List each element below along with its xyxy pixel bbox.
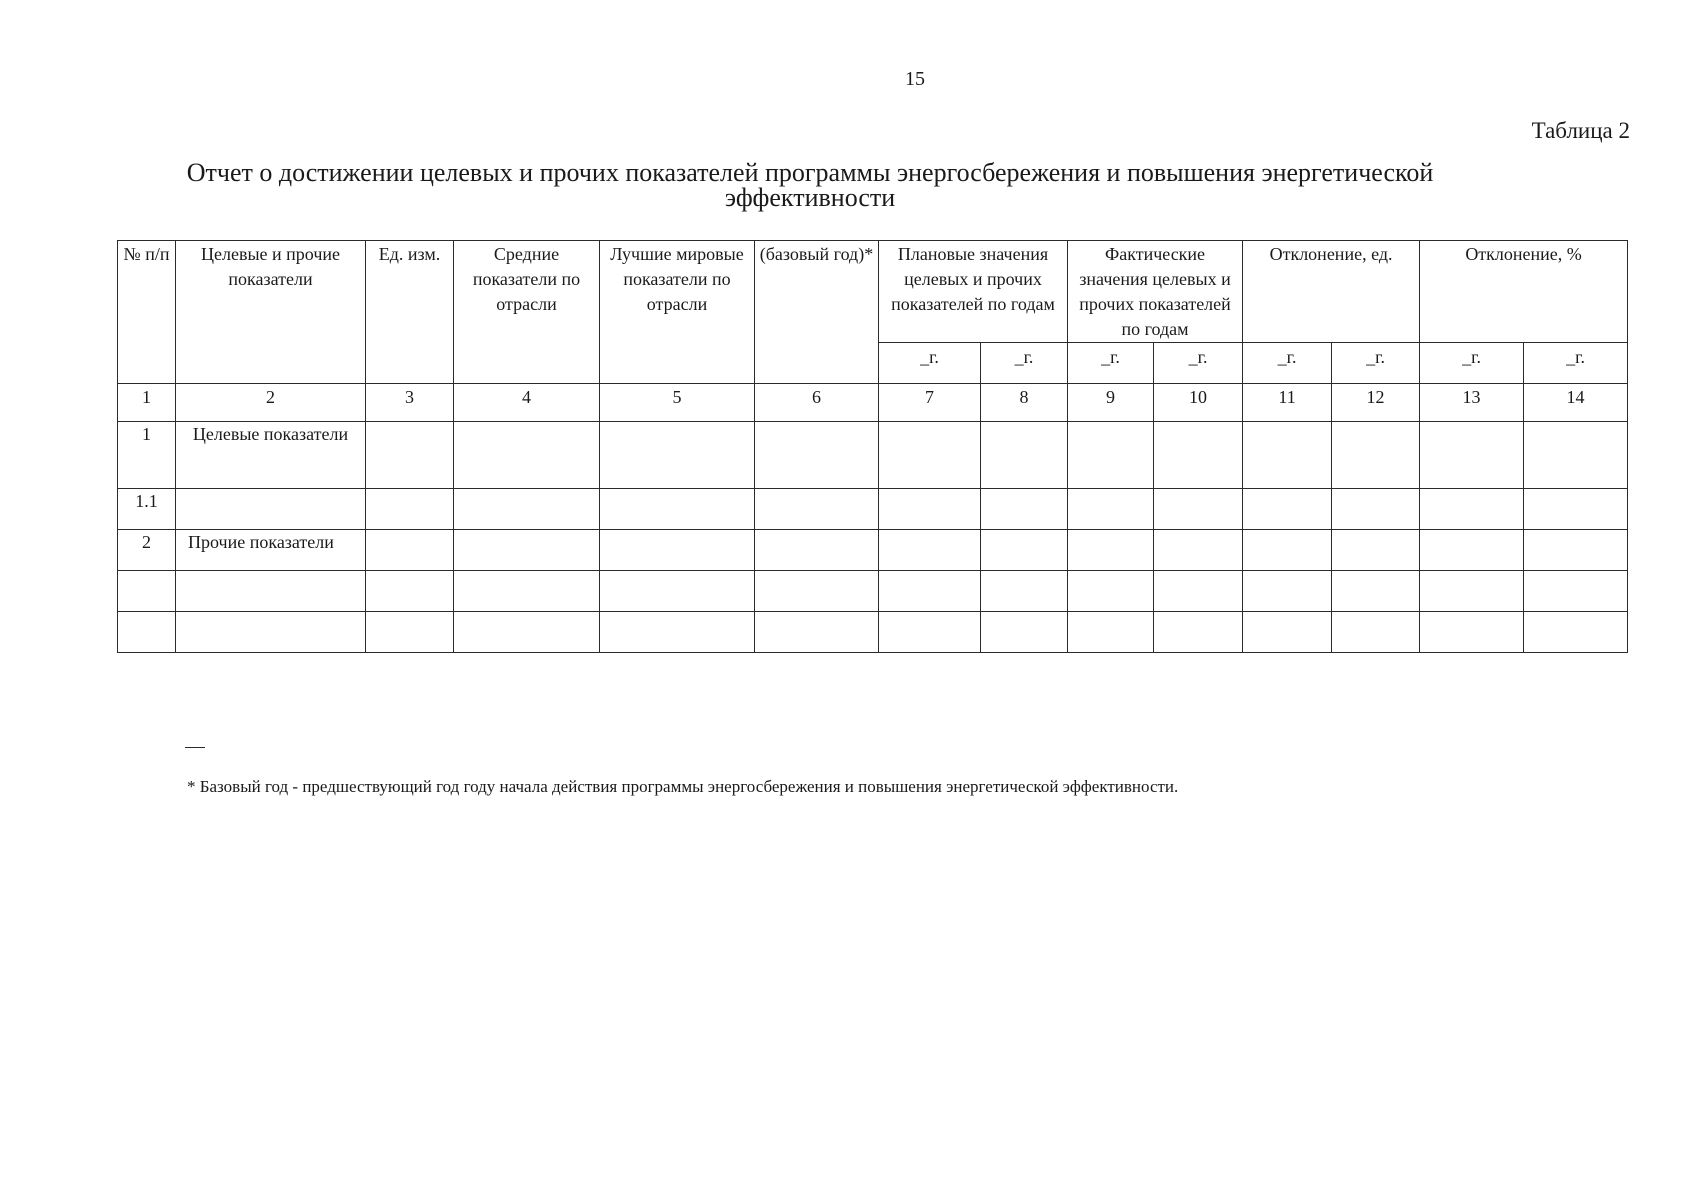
row-number	[118, 612, 176, 653]
table-cell	[1332, 422, 1420, 489]
table-cell	[600, 530, 755, 571]
table-label: Таблица 2	[1531, 118, 1630, 143]
column-number: 5	[600, 384, 755, 422]
table-cell	[1068, 571, 1154, 612]
row-label	[176, 571, 366, 612]
column-number: 1	[118, 384, 176, 422]
column-number: 9	[1068, 384, 1154, 422]
column-number: 3	[366, 384, 454, 422]
table-cell	[454, 422, 600, 489]
table-cell	[1243, 422, 1332, 489]
year-label: _г.	[879, 343, 981, 384]
header-indicators: Целевые и прочие показатели	[176, 241, 366, 384]
table-cell	[1420, 422, 1524, 489]
year-label: _г.	[1524, 343, 1628, 384]
table-cell	[1154, 571, 1243, 612]
table-cell	[1068, 489, 1154, 530]
table-cell	[366, 612, 454, 653]
table-cell	[1243, 530, 1332, 571]
table-cell	[755, 530, 879, 571]
table-cell	[879, 422, 981, 489]
table-cell	[1524, 612, 1628, 653]
column-number: 8	[981, 384, 1068, 422]
table-cell	[1332, 612, 1420, 653]
year-label: _г.	[981, 343, 1068, 384]
table-cell	[1154, 612, 1243, 653]
table-cell	[1420, 571, 1524, 612]
table-cell	[879, 571, 981, 612]
table-cell	[1243, 612, 1332, 653]
column-number: 2	[176, 384, 366, 422]
table-cell	[366, 530, 454, 571]
table-cell	[981, 612, 1068, 653]
header-industry-average: Средние показатели по отрасли	[454, 241, 600, 384]
table-cell	[454, 571, 600, 612]
header-actual-values: Фактические значения целевых и прочих показателей по годам	[1068, 241, 1243, 343]
row-label: Целевые показатели	[176, 422, 366, 489]
year-label: _г.	[1332, 343, 1420, 384]
table-cell	[366, 489, 454, 530]
footnote: * Базовый год - предшествующий год году начала действия программы энергосбережения и повышения энергетической эффективности.	[187, 777, 1179, 796]
table-cell	[1420, 612, 1524, 653]
table-cell	[755, 571, 879, 612]
year-label: _г.	[1068, 343, 1154, 384]
table-cell	[1243, 489, 1332, 530]
table-header-row	[118, 241, 1628, 343]
column-number: 13	[1420, 384, 1524, 422]
table-cell	[755, 612, 879, 653]
table-cell	[600, 612, 755, 653]
table-row	[118, 571, 1628, 612]
table-cell	[454, 530, 600, 571]
table-cell	[1524, 489, 1628, 530]
column-number: 14	[1524, 384, 1628, 422]
row-number: 2	[118, 530, 176, 571]
table-cell	[981, 530, 1068, 571]
table-cell	[981, 571, 1068, 612]
table-cell	[366, 571, 454, 612]
year-label: _г.	[1154, 343, 1243, 384]
table-cell	[1068, 422, 1154, 489]
table-cell	[1068, 530, 1154, 571]
row-label	[176, 612, 366, 653]
header-world-best: Лучшие мировые показатели по отрасли	[600, 241, 755, 384]
table-cell	[600, 422, 755, 489]
table-cell	[981, 422, 1068, 489]
column-number-row	[118, 384, 1628, 422]
table-row	[118, 489, 1628, 530]
row-number: 1	[118, 422, 176, 489]
table-cell	[454, 612, 600, 653]
header-unit: Ед. изм.	[366, 241, 454, 384]
column-number: 12	[1332, 384, 1420, 422]
header-num: № п/п	[118, 241, 176, 384]
header-base-year: (базовый год)*	[755, 241, 879, 384]
table-cell	[1332, 530, 1420, 571]
header-planned-values: Плановые значения целевых и прочих показателей по годам	[879, 241, 1068, 343]
row-number: 1.1	[118, 489, 176, 530]
table-row	[118, 612, 1628, 653]
table-cell	[1524, 571, 1628, 612]
page-number: 15	[905, 68, 925, 90]
table-cell	[1420, 489, 1524, 530]
table-cell	[879, 530, 981, 571]
column-number: 7	[879, 384, 981, 422]
column-number: 11	[1243, 384, 1332, 422]
table-cell	[1068, 612, 1154, 653]
document-title: Отчет о достижении целевых и прочих показателей программы энергосбережения и повышения энергетической эффективности	[186, 158, 1434, 212]
header-deviation-units: Отклонение, ед.	[1243, 241, 1420, 343]
table-cell	[981, 489, 1068, 530]
year-label: _г.	[1420, 343, 1524, 384]
column-number: 10	[1154, 384, 1243, 422]
table-row	[118, 422, 1628, 489]
column-number: 6	[755, 384, 879, 422]
table-cell	[879, 489, 981, 530]
table-cell	[1154, 489, 1243, 530]
table-cell	[1524, 422, 1628, 489]
year-label: _г.	[1243, 343, 1332, 384]
table-cell	[454, 489, 600, 530]
table-cell	[600, 489, 755, 530]
table-cell	[366, 422, 454, 489]
row-label: Прочие показатели	[176, 530, 366, 571]
table-cell	[1420, 530, 1524, 571]
header-deviation-percent: Отклонение, %	[1420, 241, 1628, 343]
table-cell	[1332, 489, 1420, 530]
report-table	[117, 240, 1628, 653]
table-cell	[1332, 571, 1420, 612]
table-cell	[755, 489, 879, 530]
table-cell	[1154, 530, 1243, 571]
table-cell	[1243, 571, 1332, 612]
table-row	[118, 530, 1628, 571]
table-cell	[755, 422, 879, 489]
row-label	[176, 489, 366, 530]
row-number	[118, 571, 176, 612]
table-cell	[879, 612, 981, 653]
table-cell	[1154, 422, 1243, 489]
footnote-separator	[185, 747, 205, 748]
table-cell	[1524, 530, 1628, 571]
table-cell	[600, 571, 755, 612]
column-number: 4	[454, 384, 600, 422]
